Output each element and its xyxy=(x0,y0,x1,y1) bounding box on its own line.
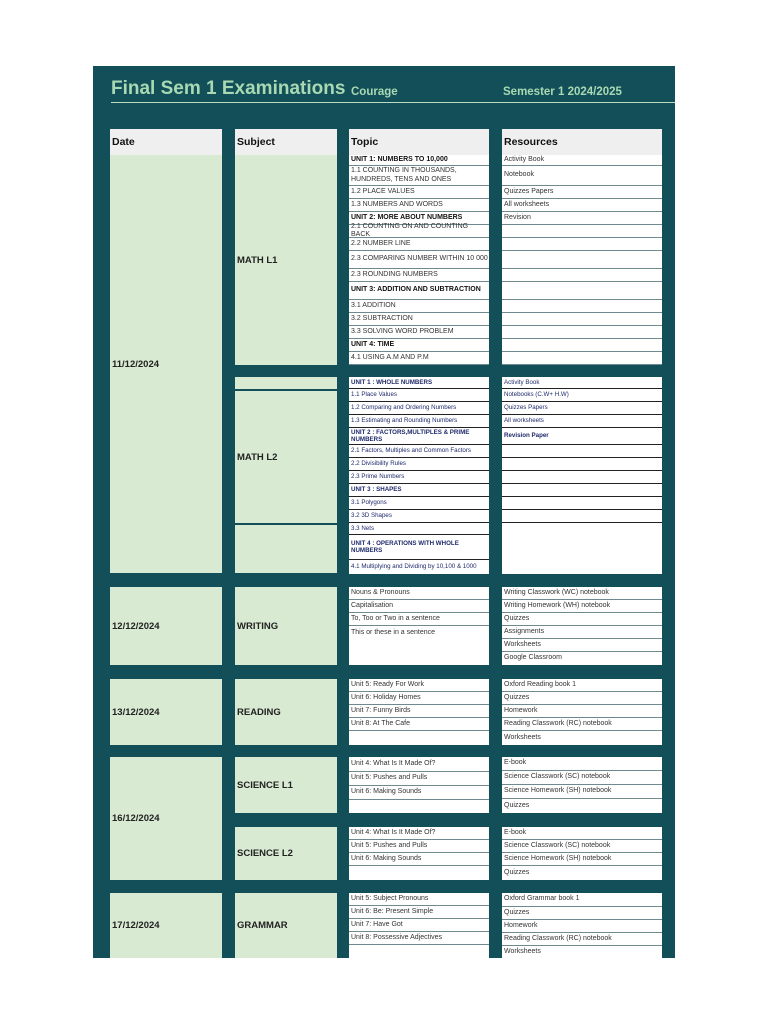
date-cell: 16/12/2024 xyxy=(110,757,222,880)
topic-row: 2.2 Divisibility Rules xyxy=(349,458,489,471)
header-subject: Subject xyxy=(235,129,337,155)
subject-cell: SCIENCE L1 xyxy=(235,757,337,813)
resource-row: Homework xyxy=(502,920,662,933)
topic-row xyxy=(349,945,489,958)
resource-row: Reading Classwork (RC) notebook xyxy=(502,718,662,731)
page-title: Final Sem 1 Examinations xyxy=(111,78,346,99)
topic-row xyxy=(349,866,489,880)
header-bar xyxy=(111,78,675,103)
topic-row: 1.1 Place Values xyxy=(349,389,489,402)
resource-row: Assignments xyxy=(502,626,662,639)
resource-list xyxy=(502,679,662,745)
resource-list xyxy=(502,377,662,574)
resource-row xyxy=(502,313,662,326)
topic-row: UNIT 2 : FACTORS,MULTIPLES & PRIME NUMBERS xyxy=(349,428,489,445)
topic-row: 3.1 ADDITION xyxy=(349,300,489,313)
resource-row xyxy=(502,300,662,313)
resource-row: Notebook xyxy=(502,166,662,186)
topic-list xyxy=(349,827,489,880)
topic-row: To, Too or Two in a sentence xyxy=(349,613,489,626)
topic-row: Unit 6: Making Sounds xyxy=(349,853,489,866)
topic-row xyxy=(349,731,489,745)
resource-list xyxy=(502,587,662,665)
topic-list xyxy=(349,757,489,813)
topic-row xyxy=(349,800,489,813)
resource-row: Quizzes xyxy=(504,801,530,809)
topic-row: UNIT 4 : OPERATIONS WITH WHOLE NUMBERS xyxy=(349,535,489,560)
topic-row: 2.3 ROUNDING NUMBERS xyxy=(349,269,489,282)
topic-list xyxy=(349,587,489,665)
subject-cell: GRAMMAR xyxy=(235,893,337,958)
resource-row xyxy=(502,445,662,458)
resource-row xyxy=(502,251,662,269)
resource-row: Science Homework (SH) notebook xyxy=(502,853,662,866)
topic-row: Unit 6: Holiday Homes xyxy=(349,692,489,705)
topic-row: 4.1 Multiplying and Dividing by 10,100 & 1000 xyxy=(351,563,477,571)
topic-row: 3.2 SUBTRACTION xyxy=(349,313,489,326)
topic-row: 3.3 SOLVING WORD PROBLEM xyxy=(349,326,489,339)
topic-row: 1.2 Comparing and Ordering Numbers xyxy=(349,402,489,415)
topic-list xyxy=(349,377,489,574)
topic-list xyxy=(349,679,489,745)
resource-row xyxy=(502,458,662,471)
class-name: Courage xyxy=(351,86,398,98)
topic-row: Unit 4: What Is It Made Of? xyxy=(349,757,489,772)
topic-row: Unit 4: What Is It Made Of? xyxy=(349,827,489,840)
resource-row: Oxford Grammar book 1 xyxy=(502,893,662,907)
topic-row: 3.2 3D Shapes xyxy=(349,510,489,523)
resource-row xyxy=(502,484,662,497)
resource-row xyxy=(502,225,662,238)
resource-row: Quizzes xyxy=(504,868,530,876)
resource-row: All worksheets xyxy=(502,199,662,212)
resource-row: Writing Homework (WH) notebook xyxy=(502,600,662,613)
resource-row: Science Classwork (SC) notebook xyxy=(502,771,662,785)
resource-row: Quizzes xyxy=(502,907,662,920)
topic-list xyxy=(349,893,489,958)
date-cell: 17/12/2024 xyxy=(110,893,222,958)
topic-row: 1.3 Estimating and Rounding Numbers xyxy=(349,415,489,428)
resource-row xyxy=(502,352,662,365)
resource-row: Notebooks (C.W+ H.W) xyxy=(502,389,662,402)
resource-row xyxy=(502,339,662,352)
topic-row: Unit 8: At The Cafe xyxy=(349,718,489,731)
resource-row: Reading Classwork (RC) notebook xyxy=(502,933,662,946)
resource-row xyxy=(502,326,662,339)
topic-row: Unit 6: Be: Present Simple xyxy=(349,906,489,919)
topic-list xyxy=(349,155,489,365)
topic-row: 2.1 COUNTING ON AND COUNTING BACK xyxy=(349,225,489,238)
resource-row xyxy=(502,269,662,282)
resource-row: Quizzes xyxy=(502,613,662,626)
topic-row: Unit 5: Subject Pronouns xyxy=(349,893,489,906)
resource-list xyxy=(502,757,662,813)
topic-row: UNIT 1: NUMBERS TO 10,000 xyxy=(349,155,489,166)
subject-cell: MATH L1 xyxy=(235,155,337,365)
topic-row: 1.1 COUNTING IN THOUSANDS, HUNDREDS, TENS AND ONES xyxy=(349,166,489,186)
topic-row: UNIT 3 : SHAPES xyxy=(349,484,489,497)
subject-cell-spacer xyxy=(235,525,337,573)
resource-row: Revision Paper xyxy=(502,428,662,445)
date-cell: 12/12/2024 xyxy=(110,587,222,665)
resource-row: Writing Classwork (WC) notebook xyxy=(502,587,662,600)
topic-row: 2.3 COMPARING NUMBER WITHIN 10 000 xyxy=(349,251,489,269)
resource-row: E-book xyxy=(502,827,662,840)
resource-row: All worksheets xyxy=(502,415,662,428)
topic-row: UNIT 1 : WHOLE NUMBERS xyxy=(349,377,489,389)
header-topic: Topic xyxy=(349,129,489,155)
resource-row: Worksheets xyxy=(502,639,662,652)
resource-row: Worksheets xyxy=(504,733,541,741)
resource-list xyxy=(502,155,662,365)
topic-row: 4.1 USING A.M AND P.M xyxy=(349,352,489,365)
date-cell: 11/12/2024 xyxy=(110,155,222,573)
resource-row: Science Classwork (SC) notebook xyxy=(502,840,662,853)
resource-row xyxy=(502,510,662,523)
subject-cell: SCIENCE L2 xyxy=(235,827,337,880)
resource-row: Science Homework (SH) notebook xyxy=(502,785,662,799)
resource-row: Quizzes Papers xyxy=(502,186,662,199)
topic-row: 2.1 Factors, Multiples and Common Factors xyxy=(349,445,489,458)
topic-row: Unit 5: Pushes and Pulls xyxy=(349,840,489,853)
topic-row: 3.3 Nets xyxy=(349,523,489,535)
topic-row: Unit 6: Making Sounds xyxy=(349,786,489,800)
topic-row: UNIT 3: ADDITION AND SUBTRACTION xyxy=(349,282,489,300)
topic-row: UNIT 2: MORE ABOUT NUMBERS xyxy=(349,212,489,225)
resource-list xyxy=(502,827,662,880)
resource-row: Activity Book xyxy=(502,377,662,389)
resource-row: E-book xyxy=(502,757,662,771)
header-date: Date xyxy=(110,129,222,155)
topic-row: 3.1 Polygons xyxy=(349,497,489,510)
subject-cell: WRITING xyxy=(235,587,337,665)
header-resources: Resources xyxy=(502,129,662,155)
resource-row: Quizzes Papers xyxy=(502,402,662,415)
subject-cell: MATH L2 xyxy=(235,391,337,523)
resource-row: Oxford Reading book 1 xyxy=(502,679,662,692)
resource-row: Worksheets xyxy=(504,947,541,955)
topic-row: 1.2 PLACE VALUES xyxy=(349,186,489,199)
topic-row: Unit 5: Pushes and Pulls xyxy=(349,772,489,786)
topic-row: 2.3 Prime Numbers xyxy=(349,471,489,484)
topic-row: UNIT 4: TIME xyxy=(349,339,489,352)
resource-row: Activity Book xyxy=(502,155,662,166)
exam-schedule-page xyxy=(93,66,675,958)
semester-label: Semester 1 2024/2025 xyxy=(503,86,622,98)
topic-row: Nouns & Pronouns xyxy=(349,587,489,600)
resource-list xyxy=(502,893,662,958)
topic-row: This or these in a sentence xyxy=(351,628,436,636)
resource-row: Quizzes xyxy=(502,692,662,705)
topic-row: Unit 8: Possessive Adjectives xyxy=(349,932,489,945)
subject-cell: READING xyxy=(235,679,337,745)
resource-row xyxy=(502,497,662,510)
resource-row xyxy=(502,471,662,484)
resource-row xyxy=(502,238,662,251)
topic-row: Unit 7: Have Got xyxy=(349,919,489,932)
date-cell: 13/12/2024 xyxy=(110,679,222,745)
resource-row: Google Classroom xyxy=(504,654,562,662)
topic-row: Unit 5: Ready For Work xyxy=(349,679,489,692)
resource-row: Revision xyxy=(502,212,662,225)
topic-row: 2.2 NUMBER LINE xyxy=(349,238,489,251)
topic-row: Capitalisation xyxy=(349,600,489,613)
topic-row: 1.3 NUMBERS AND WORDS xyxy=(349,199,489,212)
topic-row: Unit 7: Funny Birds xyxy=(349,705,489,718)
subject-cell-spacer xyxy=(235,377,337,389)
resource-row xyxy=(502,282,662,300)
resource-row: Homework xyxy=(502,705,662,718)
